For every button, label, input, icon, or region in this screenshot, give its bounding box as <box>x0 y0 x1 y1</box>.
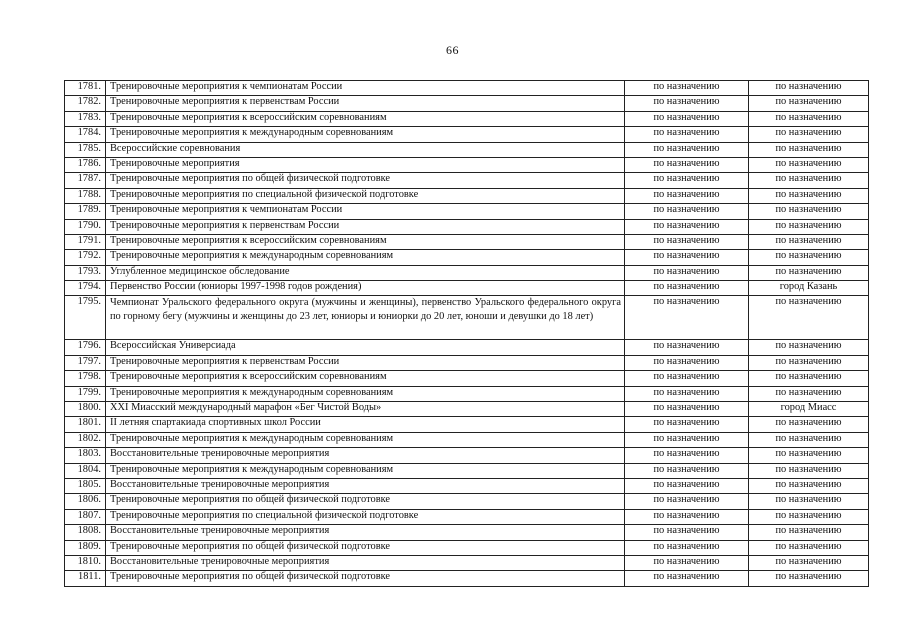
row-number: 1805. <box>65 478 106 493</box>
period-cell: по назначению <box>625 296 749 340</box>
period-cell: по назначению <box>625 417 749 432</box>
period-cell: по назначению <box>625 463 749 478</box>
row-number: 1786. <box>65 157 106 172</box>
event-name: II летняя спартакиада спортивных школ России <box>106 417 625 432</box>
events-table <box>64 80 869 587</box>
period-cell: по назначению <box>625 509 749 524</box>
table-row <box>65 463 869 478</box>
table-row <box>65 188 869 203</box>
location-cell: по назначению <box>749 478 869 493</box>
event-name: Тренировочные мероприятия к первенствам России <box>106 96 625 111</box>
location-cell: по назначению <box>749 540 869 555</box>
period-cell: по назначению <box>625 127 749 142</box>
row-number: 1804. <box>65 463 106 478</box>
event-name: Тренировочные мероприятия по специальной физической подготовке <box>106 188 625 203</box>
event-name: Восстановительные тренировочные мероприятия <box>106 525 625 540</box>
event-name: Первенство России (юниоры 1997-1998 годов рождения) <box>106 281 625 296</box>
event-name: Восстановительные тренировочные мероприятия <box>106 448 625 463</box>
period-cell: по назначению <box>625 188 749 203</box>
page-number: 66 <box>446 43 459 57</box>
event-name: Тренировочные мероприятия к международным соревнованиям <box>106 250 625 265</box>
table-row <box>65 219 869 234</box>
period-cell: по назначению <box>625 448 749 463</box>
row-number: 1808. <box>65 525 106 540</box>
location-cell: по назначению <box>749 204 869 219</box>
event-name: Тренировочные мероприятия <box>106 157 625 172</box>
event-name: Тренировочные мероприятия к первенствам России <box>106 355 625 370</box>
event-name: Углубленное медицинское обследование <box>106 265 625 280</box>
location-cell: по назначению <box>749 571 869 586</box>
table-row <box>65 265 869 280</box>
location-cell: по назначению <box>749 386 869 401</box>
table-row <box>65 417 869 432</box>
row-number: 1794. <box>65 281 106 296</box>
location-cell: по назначению <box>749 81 869 96</box>
location-cell: по назначению <box>749 417 869 432</box>
period-cell: по назначению <box>625 204 749 219</box>
location-cell: по назначению <box>749 555 869 570</box>
table-row <box>65 525 869 540</box>
table-row <box>65 448 869 463</box>
table-row <box>65 234 869 249</box>
table-row <box>65 96 869 111</box>
location-cell: по назначению <box>749 111 869 126</box>
table-row <box>65 355 869 370</box>
row-number: 1791. <box>65 234 106 249</box>
row-number: 1788. <box>65 188 106 203</box>
period-cell: по назначению <box>625 402 749 417</box>
row-number: 1809. <box>65 540 106 555</box>
row-number: 1789. <box>65 204 106 219</box>
row-number: 1784. <box>65 127 106 142</box>
row-number: 1795. <box>65 296 106 340</box>
event-name: Всероссийские соревнования <box>106 142 625 157</box>
event-name: Тренировочные мероприятия к всероссийским соревнованиям <box>106 234 625 249</box>
location-cell: по назначению <box>749 340 869 355</box>
row-number: 1811. <box>65 571 106 586</box>
location-cell: по назначению <box>749 448 869 463</box>
events-table-body <box>65 81 869 587</box>
location-cell: по назначению <box>749 265 869 280</box>
location-cell: по назначению <box>749 173 869 188</box>
row-number: 1785. <box>65 142 106 157</box>
event-name: Тренировочные мероприятия по общей физической подготовке <box>106 173 625 188</box>
period-cell: по назначению <box>625 571 749 586</box>
row-number: 1783. <box>65 111 106 126</box>
table-row <box>65 281 869 296</box>
period-cell: по назначению <box>625 173 749 188</box>
event-name: Чемпионат Уральского федерального округа (мужчины и женщины), первенство Уральского федерального округа по горному бегу (мужчины и женщины до 23 лет, юниоры и юниорки до 20 лет, юноши и девушки до 18 лет) <box>106 296 625 340</box>
location-cell: по назначению <box>749 371 869 386</box>
location-cell: по назначению <box>749 188 869 203</box>
row-number: 1807. <box>65 509 106 524</box>
row-number: 1798. <box>65 371 106 386</box>
period-cell: по назначению <box>625 555 749 570</box>
period-cell: по назначению <box>625 142 749 157</box>
table-row <box>65 386 869 401</box>
event-name: Тренировочные мероприятия по общей физической подготовке <box>106 571 625 586</box>
table-row <box>65 494 869 509</box>
period-cell: по назначению <box>625 157 749 172</box>
table-row <box>65 571 869 586</box>
row-number: 1793. <box>65 265 106 280</box>
row-number: 1802. <box>65 432 106 447</box>
row-number: 1790. <box>65 219 106 234</box>
table-row <box>65 127 869 142</box>
location-cell: по назначению <box>749 142 869 157</box>
period-cell: по назначению <box>625 478 749 493</box>
table-row <box>65 111 869 126</box>
location-cell: по назначению <box>749 355 869 370</box>
table-row <box>65 555 869 570</box>
table-row <box>65 81 869 96</box>
location-cell: город Казань <box>749 281 869 296</box>
period-cell: по назначению <box>625 355 749 370</box>
table-row <box>65 340 869 355</box>
table-row <box>65 204 869 219</box>
event-name: Тренировочные мероприятия по общей физической подготовке <box>106 540 625 555</box>
event-name: Тренировочные мероприятия к первенствам России <box>106 219 625 234</box>
row-number: 1801. <box>65 417 106 432</box>
period-cell: по назначению <box>625 371 749 386</box>
period-cell: по назначению <box>625 340 749 355</box>
event-name: Всероссийская Универсиада <box>106 340 625 355</box>
event-name: Тренировочные мероприятия к международным соревнованиям <box>106 127 625 142</box>
location-cell: по назначению <box>749 157 869 172</box>
event-name: XXI Миасский международный марафон «Бег Чистой Воды» <box>106 402 625 417</box>
period-cell: по назначению <box>625 250 749 265</box>
row-number: 1797. <box>65 355 106 370</box>
location-cell: по назначению <box>749 463 869 478</box>
location-cell: город Миасс <box>749 402 869 417</box>
location-cell: по назначению <box>749 234 869 249</box>
period-cell: по назначению <box>625 234 749 249</box>
event-name: Тренировочные мероприятия к всероссийским соревнованиям <box>106 111 625 126</box>
location-cell: по назначению <box>749 296 869 340</box>
period-cell: по назначению <box>625 111 749 126</box>
row-number: 1806. <box>65 494 106 509</box>
period-cell: по назначению <box>625 219 749 234</box>
row-number: 1792. <box>65 250 106 265</box>
event-name: Тренировочные мероприятия по общей физической подготовке <box>106 494 625 509</box>
table-row <box>65 432 869 447</box>
row-number: 1803. <box>65 448 106 463</box>
row-number: 1782. <box>65 96 106 111</box>
row-number: 1787. <box>65 173 106 188</box>
table-row <box>65 157 869 172</box>
row-number: 1799. <box>65 386 106 401</box>
event-name: Тренировочные мероприятия к международным соревнованиям <box>106 463 625 478</box>
row-number: 1800. <box>65 402 106 417</box>
event-name: Восстановительные тренировочные мероприятия <box>106 555 625 570</box>
event-name: Тренировочные мероприятия к международным соревнованиям <box>106 432 625 447</box>
row-number: 1796. <box>65 340 106 355</box>
location-cell: по назначению <box>749 219 869 234</box>
event-name: Тренировочные мероприятия по специальной физической подготовке <box>106 509 625 524</box>
table-row <box>65 371 869 386</box>
event-name: Восстановительные тренировочные мероприятия <box>106 478 625 493</box>
location-cell: по назначению <box>749 432 869 447</box>
event-name: Тренировочные мероприятия к чемпионатам России <box>106 204 625 219</box>
period-cell: по назначению <box>625 96 749 111</box>
location-cell: по назначению <box>749 96 869 111</box>
table-row <box>65 296 869 340</box>
table-row <box>65 173 869 188</box>
location-cell: по назначению <box>749 494 869 509</box>
row-number: 1810. <box>65 555 106 570</box>
period-cell: по назначению <box>625 386 749 401</box>
period-cell: по назначению <box>625 265 749 280</box>
period-cell: по назначению <box>625 81 749 96</box>
period-cell: по назначению <box>625 525 749 540</box>
event-name: Тренировочные мероприятия к международным соревнованиям <box>106 386 625 401</box>
location-cell: по назначению <box>749 250 869 265</box>
table-row <box>65 540 869 555</box>
location-cell: по назначению <box>749 127 869 142</box>
period-cell: по назначению <box>625 494 749 509</box>
table-row <box>65 250 869 265</box>
location-cell: по назначению <box>749 525 869 540</box>
table-row <box>65 478 869 493</box>
row-number: 1781. <box>65 81 106 96</box>
period-cell: по назначению <box>625 432 749 447</box>
event-name: Тренировочные мероприятия к всероссийским соревнованиям <box>106 371 625 386</box>
location-cell: по назначению <box>749 509 869 524</box>
event-name: Тренировочные мероприятия к чемпионатам России <box>106 81 625 96</box>
table-row <box>65 402 869 417</box>
table-row <box>65 509 869 524</box>
period-cell: по назначению <box>625 540 749 555</box>
table-row <box>65 142 869 157</box>
period-cell: по назначению <box>625 281 749 296</box>
